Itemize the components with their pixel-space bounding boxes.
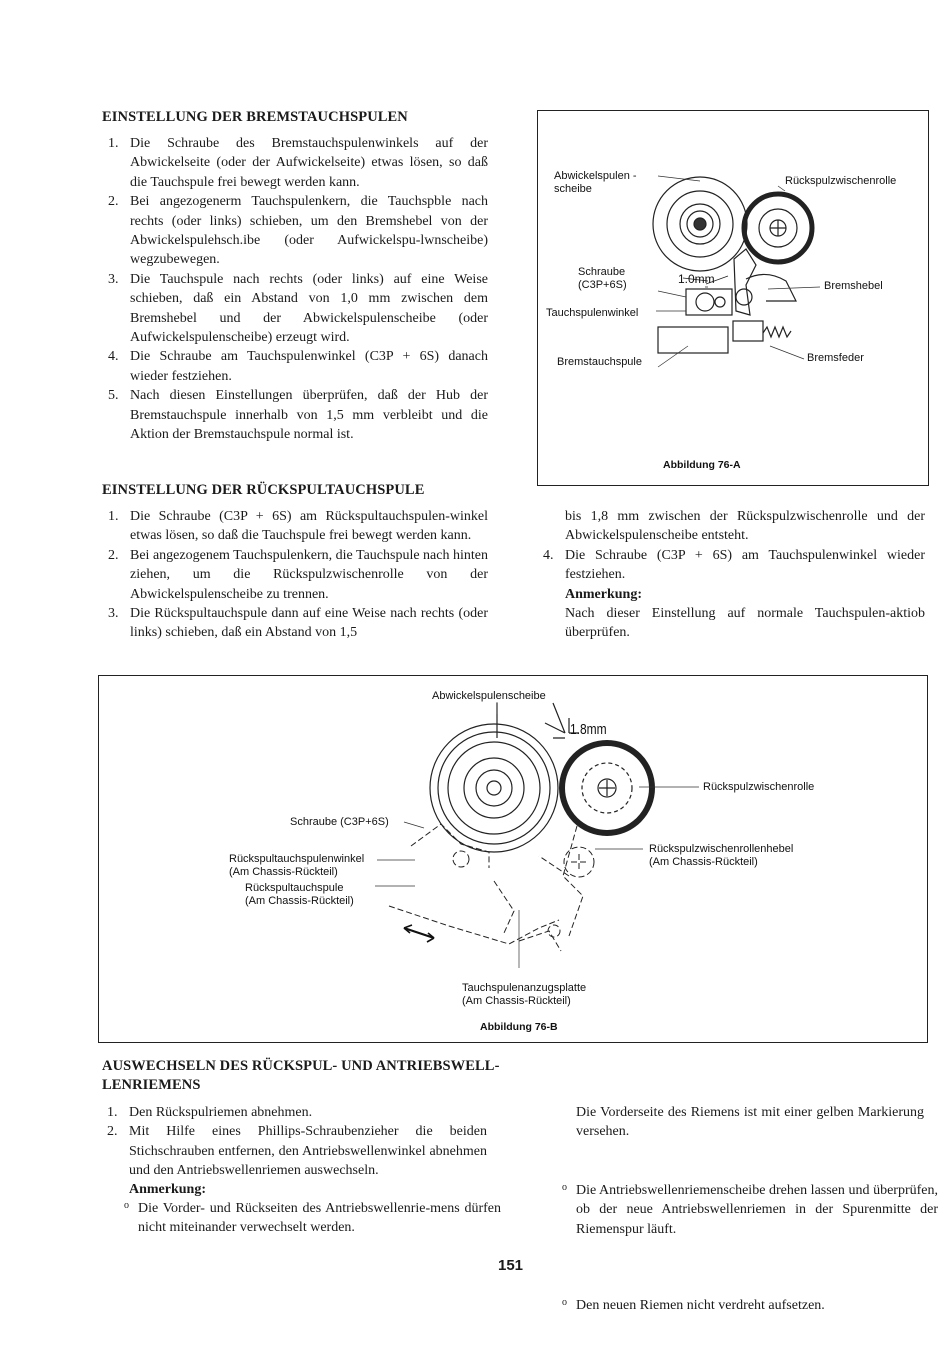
list-item: 1. Die Schraube des Bremstauchspulenwinkels auf der Abwickelseite (oder der Aufwickelseite) etwas lösen, so daß die Tauchspule frei bewegt werden kann. — [108, 136, 488, 190]
list-item-text: Die Schraube (C3P + 6S) am Tauchspulenwinkel wieder festziehen. — [565, 548, 925, 583]
note-label — [129, 1180, 489, 1199]
label-supply-reel-disk — [554, 170, 637, 196]
rewind-solenoid-step4 — [537, 546, 925, 585]
page-number: 151 — [498, 1257, 524, 1274]
label-screw — [578, 266, 627, 292]
note-bullet: o Die Antriebswellenriemenscheibe drehen lassen und überprüfen, ob der neue Antriebswellenriemen in der Spurenmitte der Riemenspur läuft. — [562, 1181, 938, 1237]
label-line: Abwickelspulen - — [554, 170, 637, 182]
brake-solenoid-steps — [102, 134, 488, 445]
list-item-text: Die Schraube am Tauchspulenwinkel (C3P + 6S) danach wieder festziehen. — [130, 349, 488, 384]
note-label-text: Anmerkung: — [129, 1182, 207, 1197]
label-gap: 1.8mm — [570, 721, 607, 738]
list-item: 2. Bei angezogenerm Tauchspulenkern, die Tauchspble nach rechts (oder links) schieben, um den Bremshebel von der Abwickelspulehsch.ibe (oder Aufwickelspu-lwnscheibe) wegzubewegen. — [108, 194, 488, 268]
figure-76-a-drawing — [538, 111, 928, 485]
list-item-text: Die Tauchspule nach rechts (oder links) auf eine Weise schieben, daß ein Abstand von 1,0 mm zwischen dem Bremshebel und der Abwickelspulenscheibe (oder Aufwickelspulenscheibe) erzeugt wird. — [130, 271, 488, 346]
label-brake-spring: Bremsfeder — [807, 352, 864, 364]
list-item: 4. Die Schraube (C3P + 6S) am Tauchspulenwinkel wieder festziehen. — [543, 548, 925, 583]
label-line: Rückspultauchspulenwinkel — [229, 853, 365, 865]
title-line: AUSWECHSELN DES RÜCKSPUL- UND ANTRIEBSWELL- — [102, 1058, 500, 1074]
note-label — [565, 585, 925, 604]
label-solenoid-pull-plate — [462, 982, 586, 1008]
note-text: Nach dieser Einstellung auf normale Tauchspulen-aktiob überprüfen. — [565, 606, 925, 641]
list-item-text: Bei angezogenem Tauchspulenkern, die Tauchspule nach hinten ziehen, um die Rückspulzwischenrolle von der Abwickelspulenscheibe zu trennen. — [130, 547, 488, 602]
section-title-rewind-solenoid: EINSTELLUNG DER RÜCKSPULTAUCHSPULE — [102, 482, 425, 498]
list-item: 2. Bei angezogenem Tauchspulenkern, die Tauchspule nach hinten ziehen, um die Rückspulzwischenrolle von der Abwickelspulenscheibe zu trennen. — [108, 547, 488, 602]
list-item-text: Die Rückspultauchspule dann auf eine Weise nach rechts (oder links) schieben, daß ein Abstand von 1,5 — [130, 606, 488, 641]
label-line: (Am Chassis-Rückteil) — [229, 866, 338, 878]
label-rewind-solenoid — [245, 882, 354, 908]
list-item-text: Den Rückspulriemen abnehmen. — [129, 1105, 313, 1120]
label-line: (C3P+6S) — [578, 279, 627, 291]
label-gap: 1.0mm — [678, 272, 715, 286]
label-rewind-solenoid-bracket — [229, 853, 364, 879]
list-item: 1. Die Schraube (C3P + 6S) am Rückspultauchspulen-winkel etwas lösen, so daß die Tauchspule frei bewegt werden kann. — [108, 509, 488, 544]
list-item: 3. Die Rückspultauchspule dann auf eine Weise nach rechts (oder links) schieben, daß ein Abstand von 1,5 — [108, 606, 488, 641]
list-item-text: Nach diesen Einstellungen überprüfen, daß der Hub der Bremstauchspule innerhalb von 1,5 mm verbleibt und die Aktion der Bremstauchspule normal ist. — [130, 388, 488, 443]
section-title-brake-solenoid: EINSTELLUNG DER BREMSTAUCHSPULEN — [102, 109, 408, 125]
figure-76-b — [98, 675, 928, 1043]
rewind-solenoid-steps — [102, 507, 488, 643]
belt-replacement-steps — [101, 1103, 487, 1181]
list-item-text: Mit Hilfe eines Phillips-Schraubenzieher die beiden Stichschrauben entfernen, den Antriebswellenwinkel abnehmen und den Antriebswellenriemen auswechseln. — [129, 1124, 487, 1179]
label-line: (Am Chassis-Rückteil) — [462, 995, 571, 1007]
bullet-text: Die Vorder- und Rückseiten des Antriebswellenrie-mens dürfen nicht miteinander verwechselt werden. — [138, 1201, 501, 1236]
label-screw: Schraube (C3P+6S) — [290, 816, 389, 828]
label-solenoid-bracket: Tauchspulenwinkel — [546, 307, 639, 319]
label-line: Rückspultauchspule — [245, 882, 344, 894]
note-bullet: o Die Vorder- und Rückseiten des Antriebswellenrie-mens dürfen nicht miteinander verwechselt werden. — [124, 1200, 501, 1236]
section-title-belt-replacement — [102, 1057, 500, 1095]
list-item: 4. Die Schraube am Tauchspulenwinkel (C3P + 6S) danach wieder festziehen. — [108, 349, 488, 384]
label-rewind-idler: Rückspulzwischenrolle — [703, 781, 815, 793]
label-supply-reel-disk: Abwickelspulenscheibe — [432, 690, 546, 702]
note-bullet: o Den neuen Riemen nicht verdreht aufsetzen. — [562, 1297, 825, 1314]
note-continuation: Die Vorderseite des Riemens ist mit einer gelben Markierung versehen. — [576, 1105, 924, 1140]
label-line: (Am Chassis-Rückteil) — [245, 895, 354, 907]
label-rewind-idler: Rückspulzwischenrolle — [785, 175, 897, 187]
label-line: Tauchspulenanzugsplatte — [462, 982, 587, 994]
figure-76-a — [537, 110, 929, 486]
list-item: 3. Die Tauchspule nach rechts (oder links) auf eine Weise schieben, daß ein Abstand von 1,0 mm zwischen dem Bremshebel und der Abwickelspulenscheibe (oder Aufwickelspulenscheibe) erzeugt wird. — [108, 271, 488, 346]
label-brake-lever: Bremshebel — [824, 280, 883, 292]
list-item-text: Die Schraube (C3P + 6S) am Rückspultauchspulen-winkel etwas lösen, so daß die Tauchspule frei bewegt werden kann. — [130, 509, 488, 544]
figure-caption: Abbildung 76-B — [480, 1021, 558, 1033]
bullet-text: Die Antriebswellenriemenscheibe drehen lassen und überprüfen, ob der neue Antriebswellenriemen in der Spurenmitte der Riemenspur läuft. — [576, 1182, 938, 1237]
figure-caption: Abbildung 76-A — [663, 459, 741, 471]
list-item: 2. Mit Hilfe eines Phillips-Schraubenzieher die beiden Stichschrauben entfernen, den Antriebswellenwinkel abnehmen und den Antriebswellenriemen auswechseln. — [107, 1124, 487, 1179]
label-line: (Am Chassis-Rückteil) — [649, 856, 758, 868]
title-line: LENRIEMENS — [102, 1077, 201, 1093]
list-item: 5. Nach diesen Einstellungen überprüfen, daß der Hub der Bremstauchspule innerhalb von 1,5 mm verbleibt und die Aktion der Bremstauchspule normal ist. — [108, 388, 488, 443]
label-line: scheibe — [554, 183, 592, 195]
list-item-text: Die Schraube des Bremstauchspulenwinkels auf der Abwickelseite (oder der Aufwickelseite) etwas lösen, so daß die Tauchspule frei bewegt werden kann. — [130, 136, 488, 190]
list-item-text: Bei angezogenerm Tauchspulenkern, die Tauchspble nach rechts (oder links) schieben, um den Bremshebel von der Abwickelspulehsch.ibe (oder Aufwickelspu-lwnscheibe) wegzubewegen. — [130, 194, 488, 268]
note-label-text: Anmerkung: — [565, 587, 643, 602]
step3-continuation: bis 1,8 mm zwischen der Rückspulzwischenrolle und der Abwickelspulenscheibe entsteht. — [565, 509, 925, 544]
label-line: Rückspulzwischenrollenhebel — [649, 843, 794, 855]
label-rewind-idler-lever — [649, 843, 793, 869]
label-brake-solenoid: Bremstauchspule — [557, 356, 642, 368]
bullet-text: Den neuen Riemen nicht verdreht aufsetzen. — [576, 1298, 825, 1314]
list-item: 1. Den Rückspulriemen abnehmen. — [107, 1105, 313, 1120]
label-line: Schraube — [578, 266, 626, 278]
